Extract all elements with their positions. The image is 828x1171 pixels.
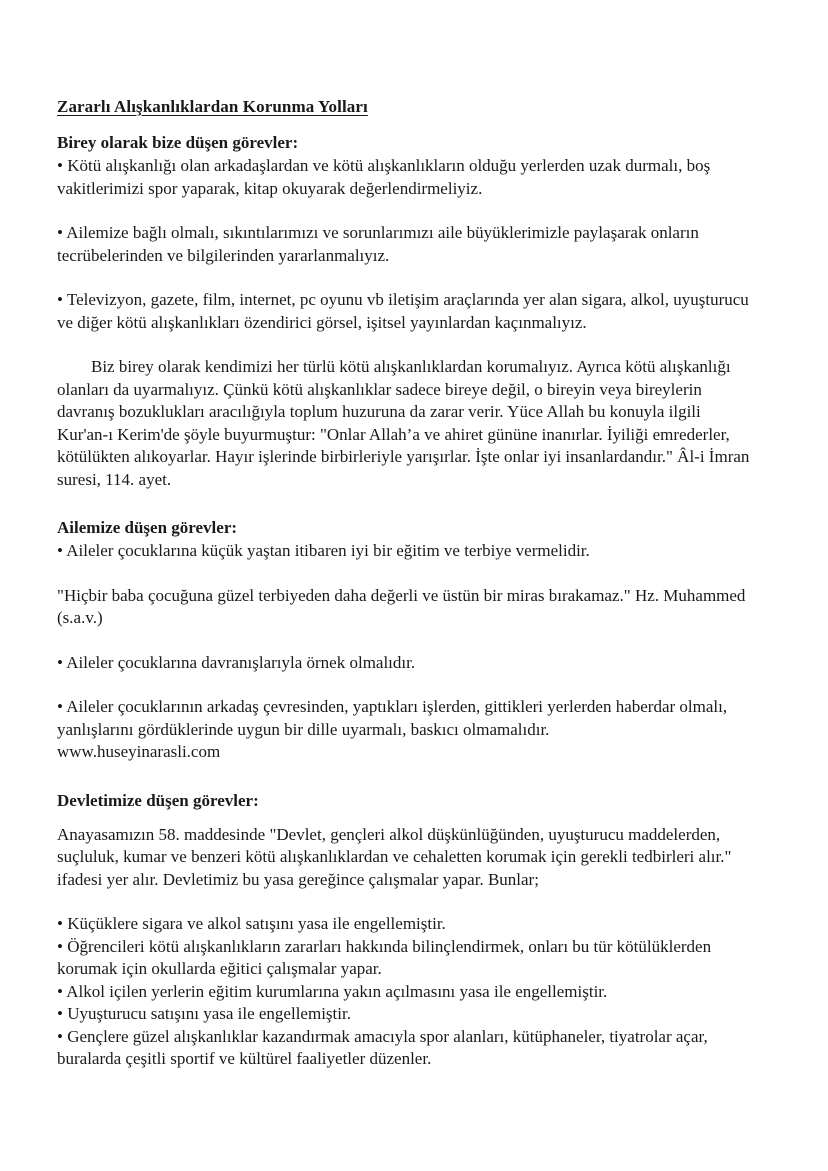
state-bullet-item: • Uyuşturucu satışını yasa ile engellemiştir. — [57, 1004, 351, 1023]
state-bullet-item: • Gençlere güzel alışkanlıklar kazandırmak amacıyla spor alanları, kütüphaneler, tiyatrolar açar, buralarda çeşitli sportif ve kültürel faaliyetler düzenler. — [57, 1026, 708, 1068]
spacer — [57, 334, 750, 356]
family-bullet-3: • Aileler çocuklarının arkadaş çevresinden, yaptıkları işlerden, gittikleri yerlerden haberdar olmalı, yanlışlarını gördüklerinde uygun bir dille uyarmalı, baskıcı olmamalıdır. — [57, 697, 728, 739]
family-bullet-2: • Aileler çocuklarına davranışlarıyla örnek olmalıdır. — [57, 652, 416, 672]
spacer — [57, 491, 750, 517]
state-bullet-list — [57, 913, 750, 1071]
individual-body-paragraph: Biz birey olarak kendimizi her türlü kötü alışkanlıklardan korumalıyız. Ayrıca kötü alışkanlığı olanları da uyarmalıyız. Çünkü kötü alışkanlıklar sadece bireye değil, o bireyin veya bireylerin davranış bozuklukları aracılığıyla toplum huzuruna da zarar verir. Yüce Allah bu konuyla ilgili Kur'an-ı Kerim'de şöyle buyurmuştur: "Onlar Allah’a ve ahiret gününe inanırlar. İyiliği emrederler, kötülükten alıkoyarlar. Hayır işlerinde birbirleriyle yarışırlar. İşte onlar iyi insanlardandır." Âl-i İmran suresi, 114. ayet. — [57, 357, 750, 489]
state-bullet-item: • Öğrencileri kötü alışkanlıkların zararları hakkında bilinçlendirmek, onları bu tür kötülüklerden korumak için okullarda eğitici çalışmalar yapar. — [57, 936, 712, 978]
spacer — [57, 563, 750, 585]
spacer — [57, 630, 750, 652]
state-bullet-item: • Küçüklere sigara ve alkol satışını yasa ile engellemiştir. — [57, 914, 446, 933]
document-title: Zararlı Alışkanlıklardan Korunma Yolları — [57, 97, 368, 116]
section-heading-individual: Birey olarak bize düşen görevler: — [57, 133, 299, 152]
spacer — [57, 813, 750, 824]
spacer — [57, 674, 750, 696]
family-hadith-quote: "Hiçbir baba çocuğuna güzel terbiyeden daha değerli ve üstün bir miras bırakamaz." Hz. Muhammed (s.a.v.) — [57, 585, 746, 627]
state-bullet-item: • Alkol içilen yerlerin eğitim kurumlarına yakın açılmasını yasa ile engellemiştir. — [57, 981, 608, 1001]
spacer — [57, 891, 750, 913]
section-heading-family: Ailemize düşen görevler: — [57, 518, 238, 537]
state-intro-paragraph: Anayasamızın 58. maddesinde "Devlet, gençleri alkol düşkünlüğünden, uyuşturucu maddelerden, suçluluk, kumar ve benzeri kötü alışkanlıklardan ve cehaletten korumak için gerekli tedbirleri alır." ifadesi yer alır. Devletimiz bu yasa gereğince çalışmalar yapar. Bunlar; — [57, 824, 732, 889]
family-bullet-1: • Aileler çocuklarına küçük yaştan itibaren iyi bir eğitim ve terbiye vermelidir. — [57, 541, 590, 560]
section-heading-state: Devletimize düşen görevler: — [57, 790, 259, 810]
spacer — [57, 764, 750, 790]
website-url: www.huseyinarasli.com — [57, 742, 221, 761]
spacer — [57, 267, 750, 289]
individual-bullet-1: • Kötü alışkanlığı olan arkadaşlardan ve kötü alışkanlıkların olduğu yerlerden uzak durmalı, boş vakitlerimizi spor yaparak, kitap okuyarak değerlendirmeliyiz. — [57, 156, 711, 198]
individual-bullet-2: • Ailemize bağlı olmalı, sıkıntılarımızı ve sorunlarımızı aile büyüklerimizle paylaşarak onların tecrübelerinden ve bilgilerinden yararlanmalıyız. — [57, 223, 699, 265]
individual-bullet-3: • Televizyon, gazete, film, internet, pc oyunu vb iletişim araçlarında yer alan sigara, alkol, uyuşturucu ve diğer kötü alışkanlıkları özendirici görsel, işitsel yayınlardan kaçınmalıyız. — [57, 290, 749, 332]
spacer — [57, 200, 750, 222]
